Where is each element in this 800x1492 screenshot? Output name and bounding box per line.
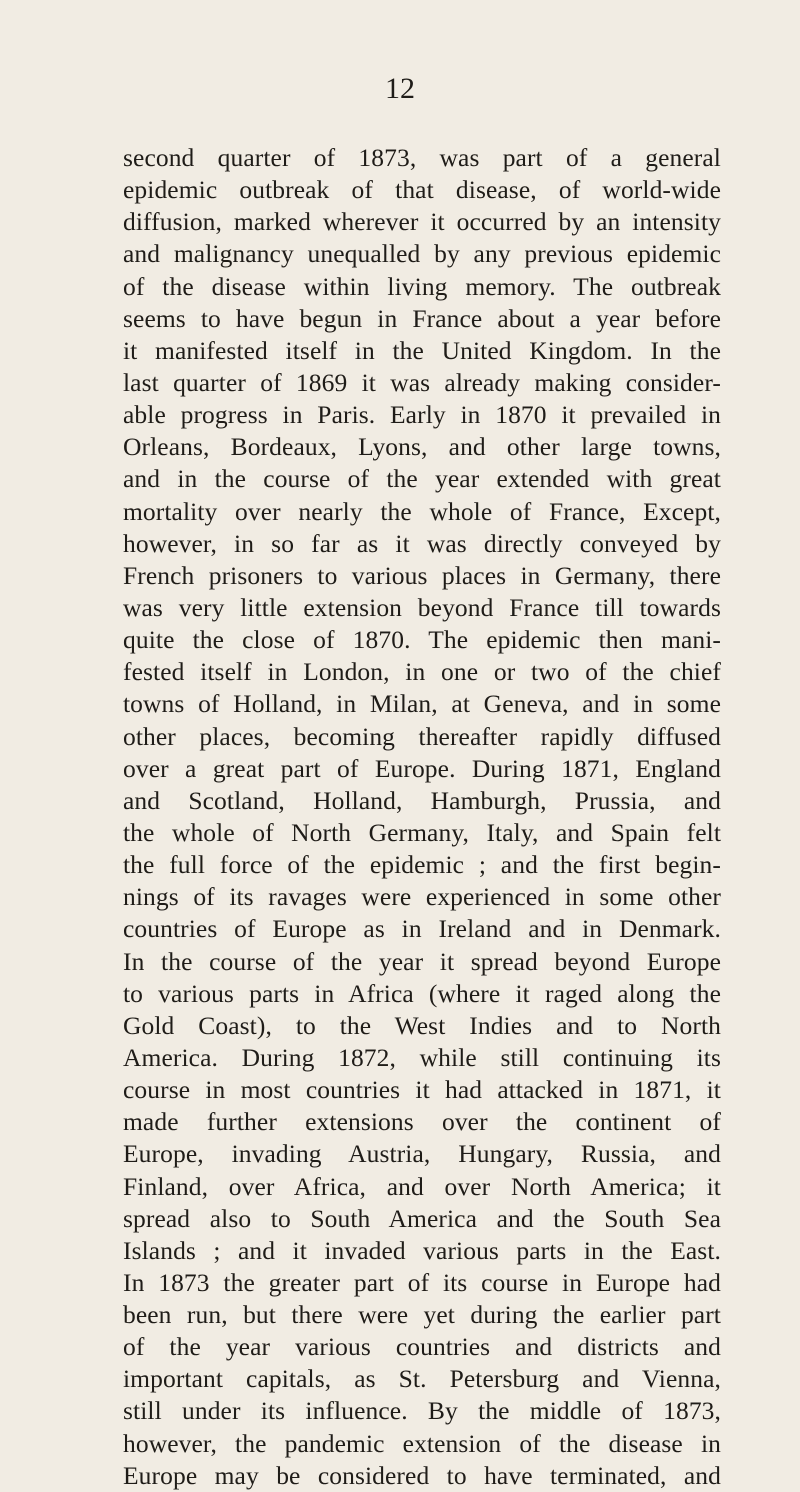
text-line: epidemic outbreak of that disease, of world-wide (123, 175, 721, 205)
text-line: towns of Holland, in Milan, at Geneva, and in some (123, 689, 721, 719)
text-line: diffusion, marked wherever it occurred by an intensity (123, 207, 721, 237)
text-line: spread also to South America and the South Sea (123, 1203, 721, 1233)
text-line: nings of its ravages were experienced in some other (123, 882, 721, 912)
text-line: however, the pandemic extension of the disease in (123, 1428, 721, 1458)
text-line: second quarter of 1873, was part of a general (123, 143, 721, 172)
text-line: Islands ; and it invaded various parts in the East. (123, 1235, 721, 1265)
text-line: Finland, over Africa, and over North America; it (123, 1171, 721, 1201)
text-line: important capitals, as St. Petersburg and Vienna, (123, 1364, 721, 1394)
page-number: 12 (385, 72, 415, 105)
text-line: was very little extension beyond France till towards (123, 592, 721, 622)
text-line: the whole of North Germany, Italy, and Spain felt (123, 817, 721, 847)
text-line: last quarter of 1869 it was already making consider- (123, 367, 721, 397)
text-line: countries of Europe as in Ireland and in Denmark. (123, 914, 721, 944)
text-line: Gold Coast), to the West Indies and to North (123, 1010, 721, 1040)
text-line: Europe, invading Austria, Hungary, Russia, and (123, 1139, 721, 1169)
text-line: over a great part of Europe. During 1871, England (123, 753, 721, 783)
text-line: of the year various countries and districts and (123, 1332, 721, 1362)
text-line: French prisoners to various places in Germany, there (123, 560, 721, 590)
text-line: course in most countries it had attacked in 1871, it (123, 1075, 721, 1105)
text-line: seems to have begun in France about a year before (123, 303, 721, 333)
text-line: the full force of the epidemic ; and the first begin- (123, 850, 721, 880)
text-line: mortality over nearly the whole of France, Except, (123, 496, 721, 526)
text-line: been run, but there were yet during the earlier part (123, 1300, 721, 1330)
text-line: however, in so far as it was directly conveyed by (123, 528, 721, 558)
text-line: In 1873 the greater part of its course in Europe had (123, 1267, 721, 1297)
text-line: and Scotland, Holland, Hamburgh, Prussia, and (123, 785, 721, 815)
text-line: made further extensions over the continent of (123, 1107, 721, 1137)
text-line: fested itself in London, in one or two of the chief (123, 657, 721, 687)
text-line: still under its influence. By the middle of 1873, (123, 1396, 721, 1426)
text-line: and malignancy unequalled by any previous epidemic (123, 239, 721, 269)
text-line: able progress in Paris. Early in 1870 it prevailed in (123, 400, 721, 430)
text-line: to various parts in Africa (where it raged along the (123, 978, 721, 1008)
text-line: it manifested itself in the United Kingdom. In the (123, 335, 721, 365)
text-line: Orleans, Bordeaux, Lyons, and other large towns, (123, 432, 721, 462)
text-line: of the disease within living memory. The outbreak (123, 271, 721, 301)
body-paragraph (123, 142, 721, 1492)
text-line: In the course of the year it spread beyond Europe (123, 946, 721, 976)
text-line: America. During 1872, while still continuing its (123, 1042, 721, 1072)
text-line: and in the course of the year extended with great (123, 464, 721, 494)
text-line: Europe may be considered to have terminated, and (123, 1460, 721, 1490)
text-line: other places, becoming thereafter rapidly diffused (123, 721, 721, 751)
text-line: quite the close of 1870. The epidemic then mani- (123, 625, 721, 655)
